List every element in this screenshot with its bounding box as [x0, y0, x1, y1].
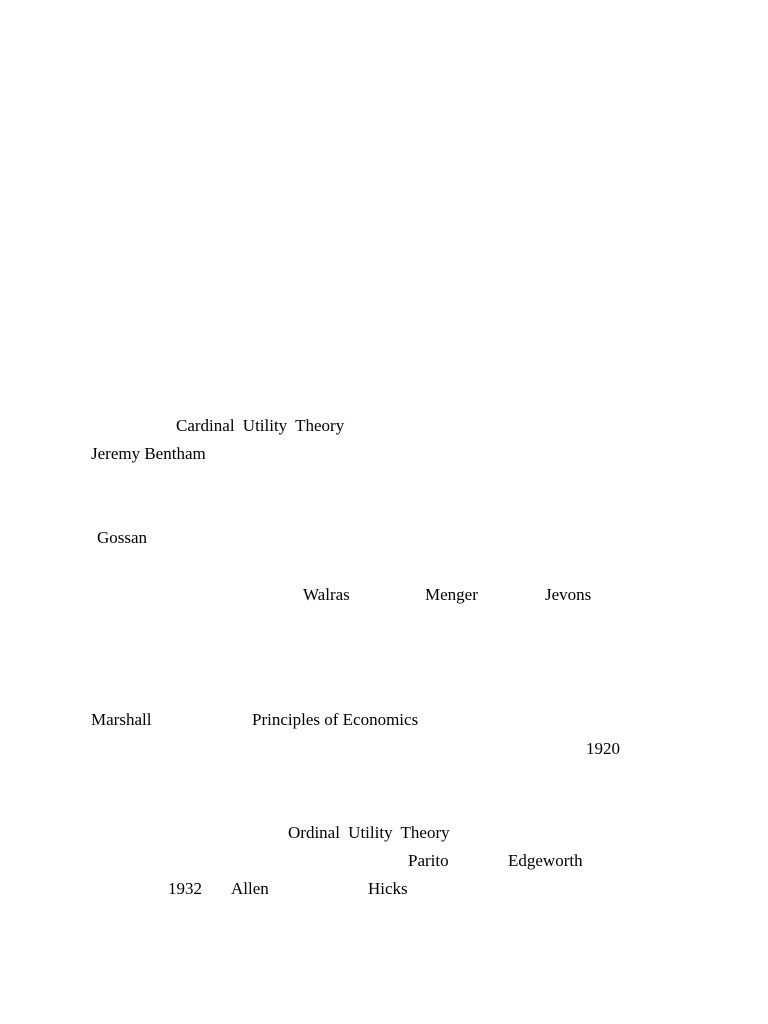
marshall-text: Marshall [91, 710, 152, 729]
ordinal-utility-theory-heading: Ordinal Utility Theory [288, 823, 450, 842]
allen-text: Allen [231, 879, 269, 898]
gossan-text: Gossan [97, 528, 148, 547]
walras-text: Walras [303, 585, 350, 604]
jeremy-bentham-text: Jeremy Bentham [91, 444, 206, 463]
jevons-text: Jevons [545, 585, 592, 604]
year-1920-text: 1920 [586, 739, 620, 758]
hicks-text: Hicks [368, 879, 408, 898]
parito-text: Parito [408, 851, 449, 870]
principles-of-economics-text: Principles of Economics [252, 710, 419, 729]
cardinal-utility-theory-heading: Cardinal Utility Theory [176, 416, 345, 435]
edgeworth-text: Edgeworth [508, 851, 583, 870]
year-1932-text: 1932 [168, 879, 202, 898]
menger-text: Menger [425, 585, 478, 604]
